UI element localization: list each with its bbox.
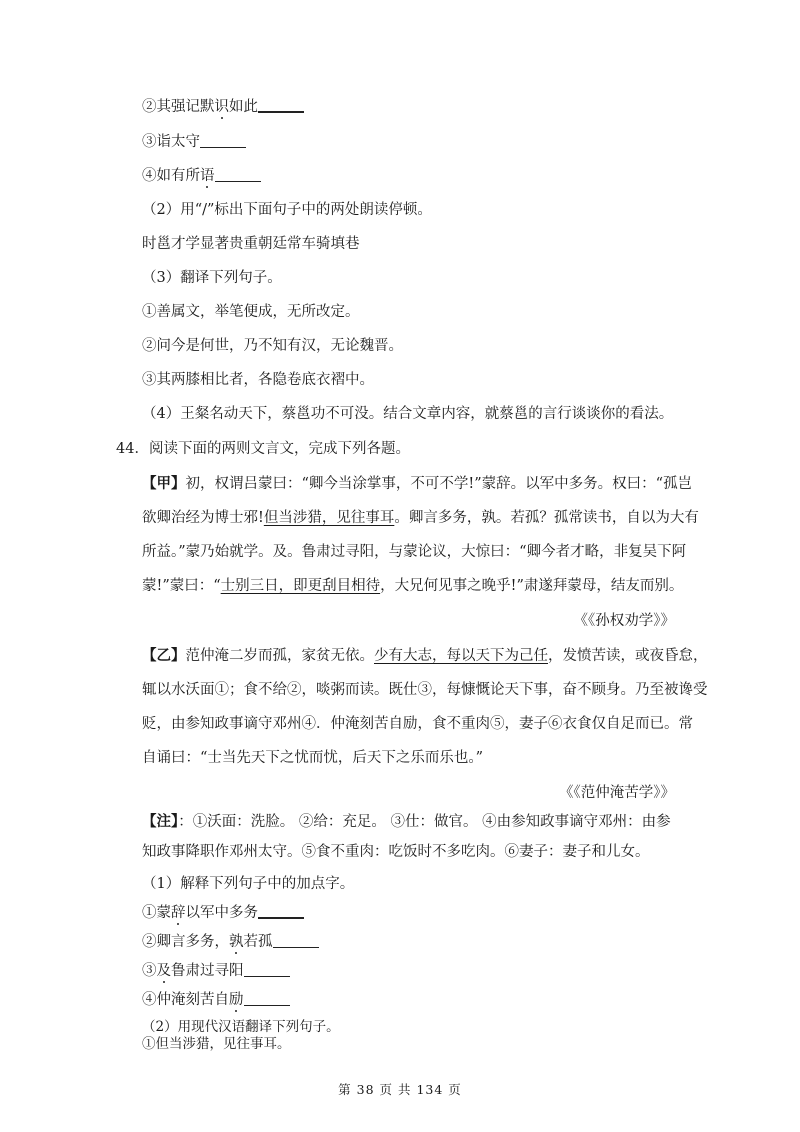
- sub1-item-3: ③及鲁肃过寻阳: [142, 961, 290, 981]
- answer-blank[interactable]: [200, 133, 246, 148]
- q3-item-1: ①善属文，举笔便成，无所改定。: [142, 304, 360, 320]
- yi-source: 《《范仲淹苦学》》: [559, 785, 675, 801]
- q3-item-3: ③其两膝相比者，各隐卷底衣褶中。: [142, 372, 374, 388]
- sub2-item-1: ①但当涉猎，见往事耳。: [142, 1036, 291, 1052]
- notes-line-2: 知政事降职作邓州太守。⑤食不重肉：吃饭时不多吃肉。⑥妻子：妻子和儿女。: [142, 844, 650, 860]
- answer-blank[interactable]: [244, 962, 290, 977]
- yi-label: 【乙】: [142, 647, 186, 664]
- yi-line-4: 自诵曰：“士当先天下之忧而忧，后天下之乐而乐也。”: [142, 750, 484, 766]
- sub1-prompt: （1）解释下列句子中的加点字。: [142, 876, 355, 892]
- answer-blank[interactable]: [258, 97, 304, 113]
- item-4: ④如有所语: [142, 166, 261, 186]
- q3-item-2: ②问今是何世，乃不知有汉，无论魏晋。: [142, 338, 403, 354]
- answer-blank[interactable]: [273, 933, 319, 948]
- notes-line-1: 【注】：①沃面：洗脸。 ②给：充足。 ③仕：做官。 ④由参知政事谪守邓州：由参: [142, 813, 671, 830]
- jia-line-3: 所益。”蒙乃始就学。及。鲁肃过寻阳，与蒙论议，大惊曰：“卿今者才略，非复吴下阿: [142, 544, 687, 560]
- q2-sentence: 时邕才学显著贵重朝廷常车骑填巷: [142, 236, 360, 252]
- q3-prompt: （3）翻译下列句子。: [142, 270, 282, 286]
- q4-prompt: （4）王粲名动天下，蔡邕功不可没。结合文章内容，就蔡邕的言行谈谈你的看法。: [142, 406, 674, 422]
- jia-line-4: 蒙!”蒙曰：“士别三日，即更刮目相待，大兄何见事之晚乎!”肃遂拜蒙母，结友而别。: [142, 578, 684, 594]
- answer-blank[interactable]: [258, 903, 304, 919]
- jia-line-1: 【甲】初，权谓吕蒙曰：“卿今当涂掌事，不可不学!”蒙辞。以军中多务。权曰：“孤岂: [142, 475, 693, 492]
- sub1-item-2: ②卿言多务，孰若孤: [142, 932, 319, 952]
- answer-blank[interactable]: [244, 991, 290, 1006]
- item-2: ②其强记默识如此: [142, 97, 304, 117]
- item-3: ③诣太守: [142, 132, 246, 152]
- yi-line-3: 贬，由参知政事谪守邓州④．仲淹刻苦自励，食不重肉⑤，妻子⑥衣食仅自足而已。常: [142, 716, 693, 732]
- jia-source: 《《孙权劝学》》: [573, 613, 675, 629]
- page-footer: 第 38 页 共 134 页: [338, 1082, 462, 1097]
- answer-blank[interactable]: [215, 167, 261, 182]
- sub1-item-4: ④仲淹刻苦自励: [142, 990, 290, 1010]
- sub1-item-1: ①蒙辞以军中多务: [142, 903, 304, 923]
- sub2-prompt: （2）用现代汉语翻译下列句子。: [142, 1019, 340, 1035]
- jia-label: 【甲】: [142, 475, 186, 492]
- jia-line-2: 欲卿治经为博士邪!但当涉猎，见往事耳。卿言多务，孰。若孤？孤常读书，自以为大有: [142, 510, 699, 526]
- yi-line-1: 【乙】范仲淹二岁而孤，家贫无依。少有大志，每以天下为己任，发愤苦读，或夜昏怠，: [142, 647, 708, 664]
- yi-line-2: 辄以水沃面①；食不给②，啖粥而读。既仕③，每慷慨论天下事，奋不顾身。乃至被谗受: [142, 682, 708, 698]
- q44-heading: 44．阅读下面的两则文言文，完成下列各题。: [116, 441, 410, 457]
- q2-prompt: （2）用“/”标出下面句子中的两处朗读停顿。: [142, 202, 432, 218]
- notes-label: 【注】: [142, 813, 179, 830]
